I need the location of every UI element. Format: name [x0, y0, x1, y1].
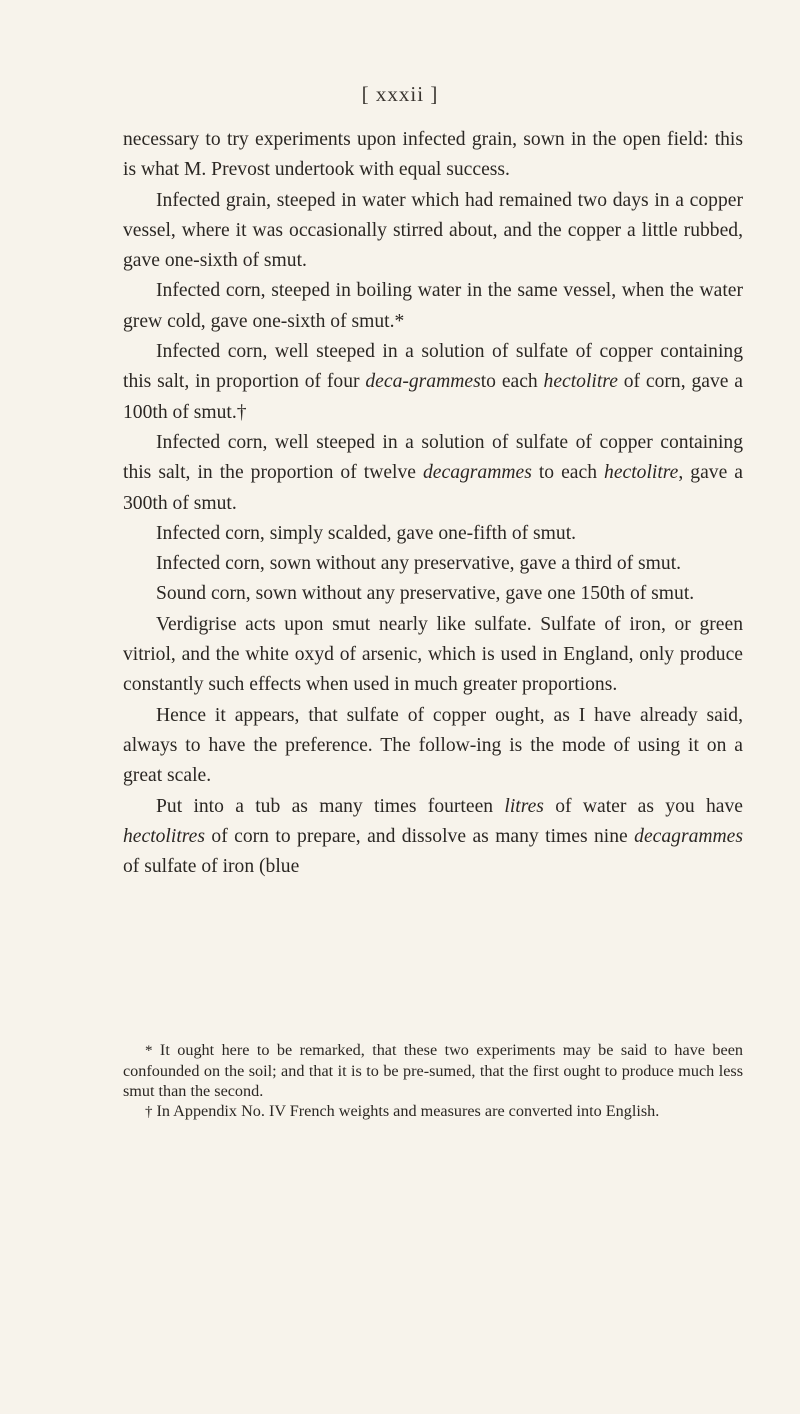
- italic-term: deca-grammes: [365, 371, 481, 393]
- italic-term: hectolitres: [123, 825, 205, 847]
- paragraph: Sound corn, sown without any preservative, gave one 150th of smut.: [156, 583, 695, 605]
- italic-term: hectolitre: [543, 371, 618, 393]
- paragraph: Put into a tub as many times fourteen litres of water as you have hectolitres of corn to prepare, and dissolve as many times nine decagrammes of sulfate of iron (blue: [123, 795, 743, 878]
- footnote-mark: †: [145, 1104, 153, 1120]
- footnote: † In Appendix No. IV French weights and measures are converted into English.: [145, 1102, 660, 1120]
- paragraph: Hence it appears, that sulfate of copper ought, as I have already said, always to have the preference. The follow-ing is the mode of using it on a great scale.: [123, 704, 743, 787]
- italic-term: litres: [504, 795, 544, 817]
- footnote-mark: *: [145, 1043, 153, 1059]
- paragraph: Infected corn, well steeped in a solution of sulfate of copper containing this salt, in the proportion of twelve decagrammes to each hectolitre, gave a 300th of smut.: [123, 431, 743, 514]
- paragraph: necessary to try experiments upon infected grain, sown in the open field: this is what M. Prevost undertook with equal success.: [123, 129, 743, 181]
- paragraph: Infected corn, steeped in boiling water in the same vessel, when the water grew cold, gave one-sixth of smut.*: [123, 280, 743, 332]
- paragraph: Infected corn, well steeped in a solution of sulfate of copper containing this salt, in proportion of four deca-grammesto each hectolitre of corn, gave a 100th of smut.†: [123, 341, 743, 423]
- footnote: * It ought here to be remarked, that these two experiments may be said to have been confounded on the soil; and that it is to be pre-sumed, that the first ought to produce much less smut than the second.: [123, 1041, 743, 1100]
- page-number-header: [ xxxii ]: [361, 82, 439, 106]
- paragraph: Infected corn, simply scalded, gave one-fifth of smut.: [156, 522, 577, 544]
- main-text: [123, 125, 743, 882]
- paragraph: Infected corn, sown without any preservative, gave a third of smut.: [156, 553, 682, 575]
- italic-term: decagrammes: [634, 825, 743, 847]
- italic-term: decagrammes: [423, 462, 532, 484]
- paragraph: Verdigrise acts upon smut nearly like sulfate. Sulfate of iron, or green vitriol, and the white oxyd of arsenic, which is used in England, only produce constantly such effects when used in much greater proportions.: [123, 613, 743, 696]
- italic-term: hectolitre: [604, 462, 679, 484]
- paragraph: Infected grain, steeped in water which had remained two days in a copper vessel, where it was occasionally stirred about, and the copper a little rubbed, gave one-sixth of smut.: [123, 189, 743, 272]
- footnotes: [123, 1040, 743, 1122]
